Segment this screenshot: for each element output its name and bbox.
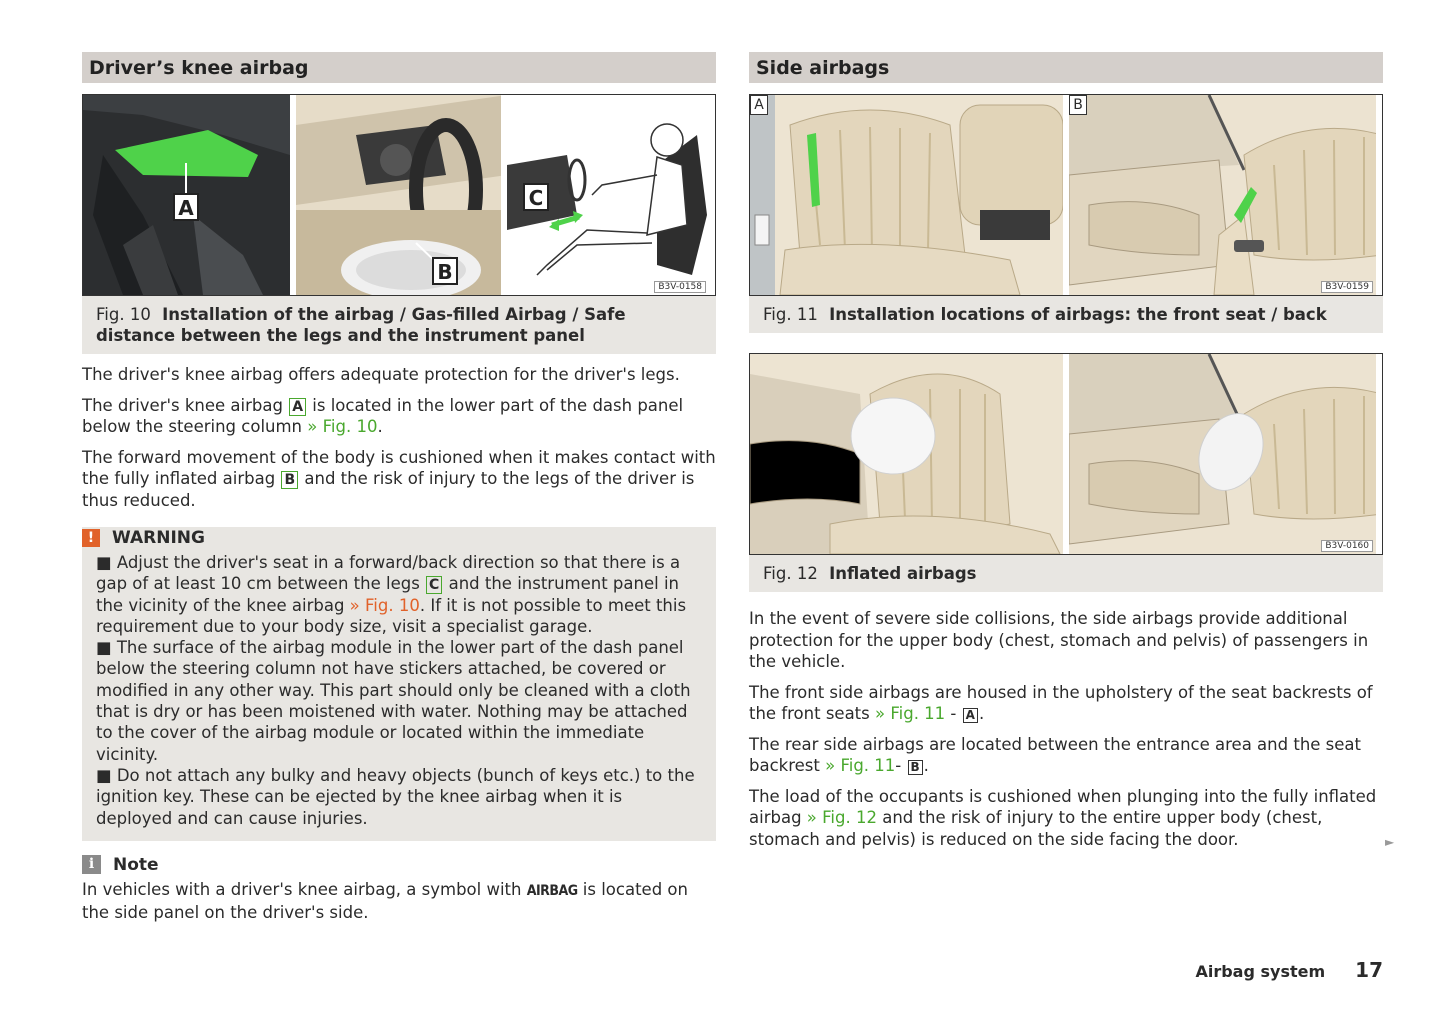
text: The load of the occupants is cushioned when plunging into the fully inflated airbag xyxy=(749,786,1377,827)
text: . If it is not possible to meet this requirement due to your body size, visit a specialist garage. xyxy=(96,595,687,636)
figure-code: B3V-0160 xyxy=(1321,540,1373,552)
figure-11-panel-a xyxy=(750,95,1063,295)
text: and the risk of injury to the legs of the driver is thus reduced. xyxy=(82,469,695,510)
figure-number: Fig. 11 xyxy=(763,305,818,324)
figure-label-a: A xyxy=(750,95,768,115)
figure-11 xyxy=(749,94,1383,296)
warning-bullet: ■ The surface of the airbag module in the lower part of the dash panel below the steering column not have stickers attached, be covered or modified in any other way. This part should only be cleaned with a cloth that is dry or has been moistened with water. Nothing may be attached to the cover of the airbag module or located within the immediate vicinity. xyxy=(96,638,691,764)
figure-title: Inflated airbags xyxy=(829,564,977,583)
paragraph: The driver's knee airbag offers adequate protection for the driver's legs. xyxy=(82,365,680,384)
text: The rear side airbags are located between the entrance area and the seat backrest xyxy=(749,734,1361,775)
paragraph xyxy=(82,395,716,438)
text: The front side airbags are housed in the upholstery of the seat backrests of the front seats xyxy=(749,682,1373,723)
figure-link[interactable]: » Fig. 10 xyxy=(307,417,378,436)
paragraph: In the event of severe side collisions, the side airbags provide additional protection for the upper body (chest, stomach and pelvis) of passengers in the vehicle. xyxy=(749,609,1369,671)
figure-11-panel-b xyxy=(1063,95,1376,295)
right-column xyxy=(749,52,1383,850)
section-heading-side-airbags: Side airbags xyxy=(749,52,1383,83)
note-header xyxy=(82,855,716,875)
text: - xyxy=(895,756,907,775)
warning-bullet: ■ Do not attach any bulky and heavy objects (bunch of keys etc.) to the ignition key. These can be ejected by the knee airbag when it is deployed and can cause injuries. xyxy=(96,765,695,828)
figure-link[interactable]: » Fig. 10 xyxy=(349,595,420,615)
left-column xyxy=(82,52,716,924)
figure-12-panel-b xyxy=(1063,354,1376,554)
figure-link[interactable]: » Fig. 12 xyxy=(806,808,877,827)
paragraph xyxy=(749,734,1383,777)
figure-10-panel-b xyxy=(290,95,501,295)
page-footer xyxy=(1195,958,1383,982)
label-a-badge: A xyxy=(963,708,978,723)
text: . xyxy=(978,704,985,723)
warning-bullet xyxy=(96,552,700,637)
warning-header xyxy=(87,527,700,549)
inflated-front-airbag-illustration xyxy=(750,354,1063,554)
figure-label-a: A xyxy=(173,193,199,221)
continue-arrow-icon: ► xyxy=(1385,835,1395,849)
text: The forward movement of the body is cushioned when it makes contact with the fully inflated airbag xyxy=(82,447,716,488)
note-title: Note xyxy=(113,854,159,875)
figure-code: B3V-0159 xyxy=(1321,281,1373,293)
paragraph xyxy=(749,682,1383,725)
figure-number: Fig. 10 xyxy=(96,305,151,324)
front-seat-airbag-illustration xyxy=(750,95,1063,295)
figure-12 xyxy=(749,353,1383,555)
text: is located in the lower part of the dash panel below the steering column xyxy=(82,395,684,436)
label-b-badge: B xyxy=(908,760,923,775)
text: ■ Adjust the driver's seat in a forward/back direction so that there is a gap of at least 10 cm between the legs xyxy=(96,553,681,594)
paragraph xyxy=(82,447,716,512)
figure-10 xyxy=(82,94,716,296)
info-icon: i xyxy=(82,855,101,874)
section-heading-knee-airbag: Driver’s knee airbag xyxy=(82,52,716,83)
text: - xyxy=(945,704,962,723)
paragraph xyxy=(749,786,1383,851)
figure-number: Fig. 12 xyxy=(763,564,818,583)
figure-10-caption xyxy=(82,296,716,354)
gas-filled-airbag-illustration xyxy=(296,95,501,295)
figure-11-caption xyxy=(749,296,1383,333)
note-box xyxy=(82,855,716,924)
rear-seat-airbag-illustration xyxy=(1069,95,1376,295)
figure-12-panel-a xyxy=(750,354,1063,554)
figure-label-c: C xyxy=(523,183,549,211)
inflated-rear-airbag-illustration xyxy=(1069,354,1376,554)
airbag-symbol: AIRBAG xyxy=(526,882,578,899)
text: . xyxy=(923,756,929,775)
figure-label-b: B xyxy=(1069,95,1087,115)
text: and the instrument panel in the vicinity of the knee airbag xyxy=(96,574,679,615)
figure-link[interactable]: » Fig. 11 xyxy=(875,704,946,723)
text: The driver's knee airbag xyxy=(82,395,283,415)
text: In vehicles with a driver's knee airbag, a symbol with xyxy=(82,879,522,899)
warning-title: WARNING xyxy=(112,528,205,548)
warning-box xyxy=(82,527,716,841)
figure-10-panel-a xyxy=(83,95,290,295)
text: and the risk of injury to the entire upper body (chest, stomach and pelvis) is reduced on the side facing the door. xyxy=(749,808,1323,849)
chapter-title: Airbag system xyxy=(1195,962,1326,981)
figure-10-panel-c xyxy=(501,95,709,295)
warning-icon: ! xyxy=(82,529,100,547)
label-a-badge: A xyxy=(289,398,306,416)
figure-label-b: B xyxy=(432,257,458,285)
text: is located on the side panel on the driver's side. xyxy=(82,879,688,923)
note-text xyxy=(82,879,716,924)
page-number: 17 xyxy=(1355,958,1383,982)
label-c-badge: C xyxy=(426,576,442,594)
label-b-badge: B xyxy=(281,471,298,489)
figure-link[interactable]: » Fig. 11 xyxy=(825,756,896,775)
figure-code: B3V-0158 xyxy=(654,281,706,293)
figure-title: Installation of the airbag / Gas-filled Airbag / Safe distance between the legs and the instrument panel xyxy=(96,305,626,345)
text: . xyxy=(377,417,383,436)
figure-title: Installation locations of airbags: the front seat / back xyxy=(829,305,1327,324)
figure-12-caption xyxy=(749,555,1383,592)
